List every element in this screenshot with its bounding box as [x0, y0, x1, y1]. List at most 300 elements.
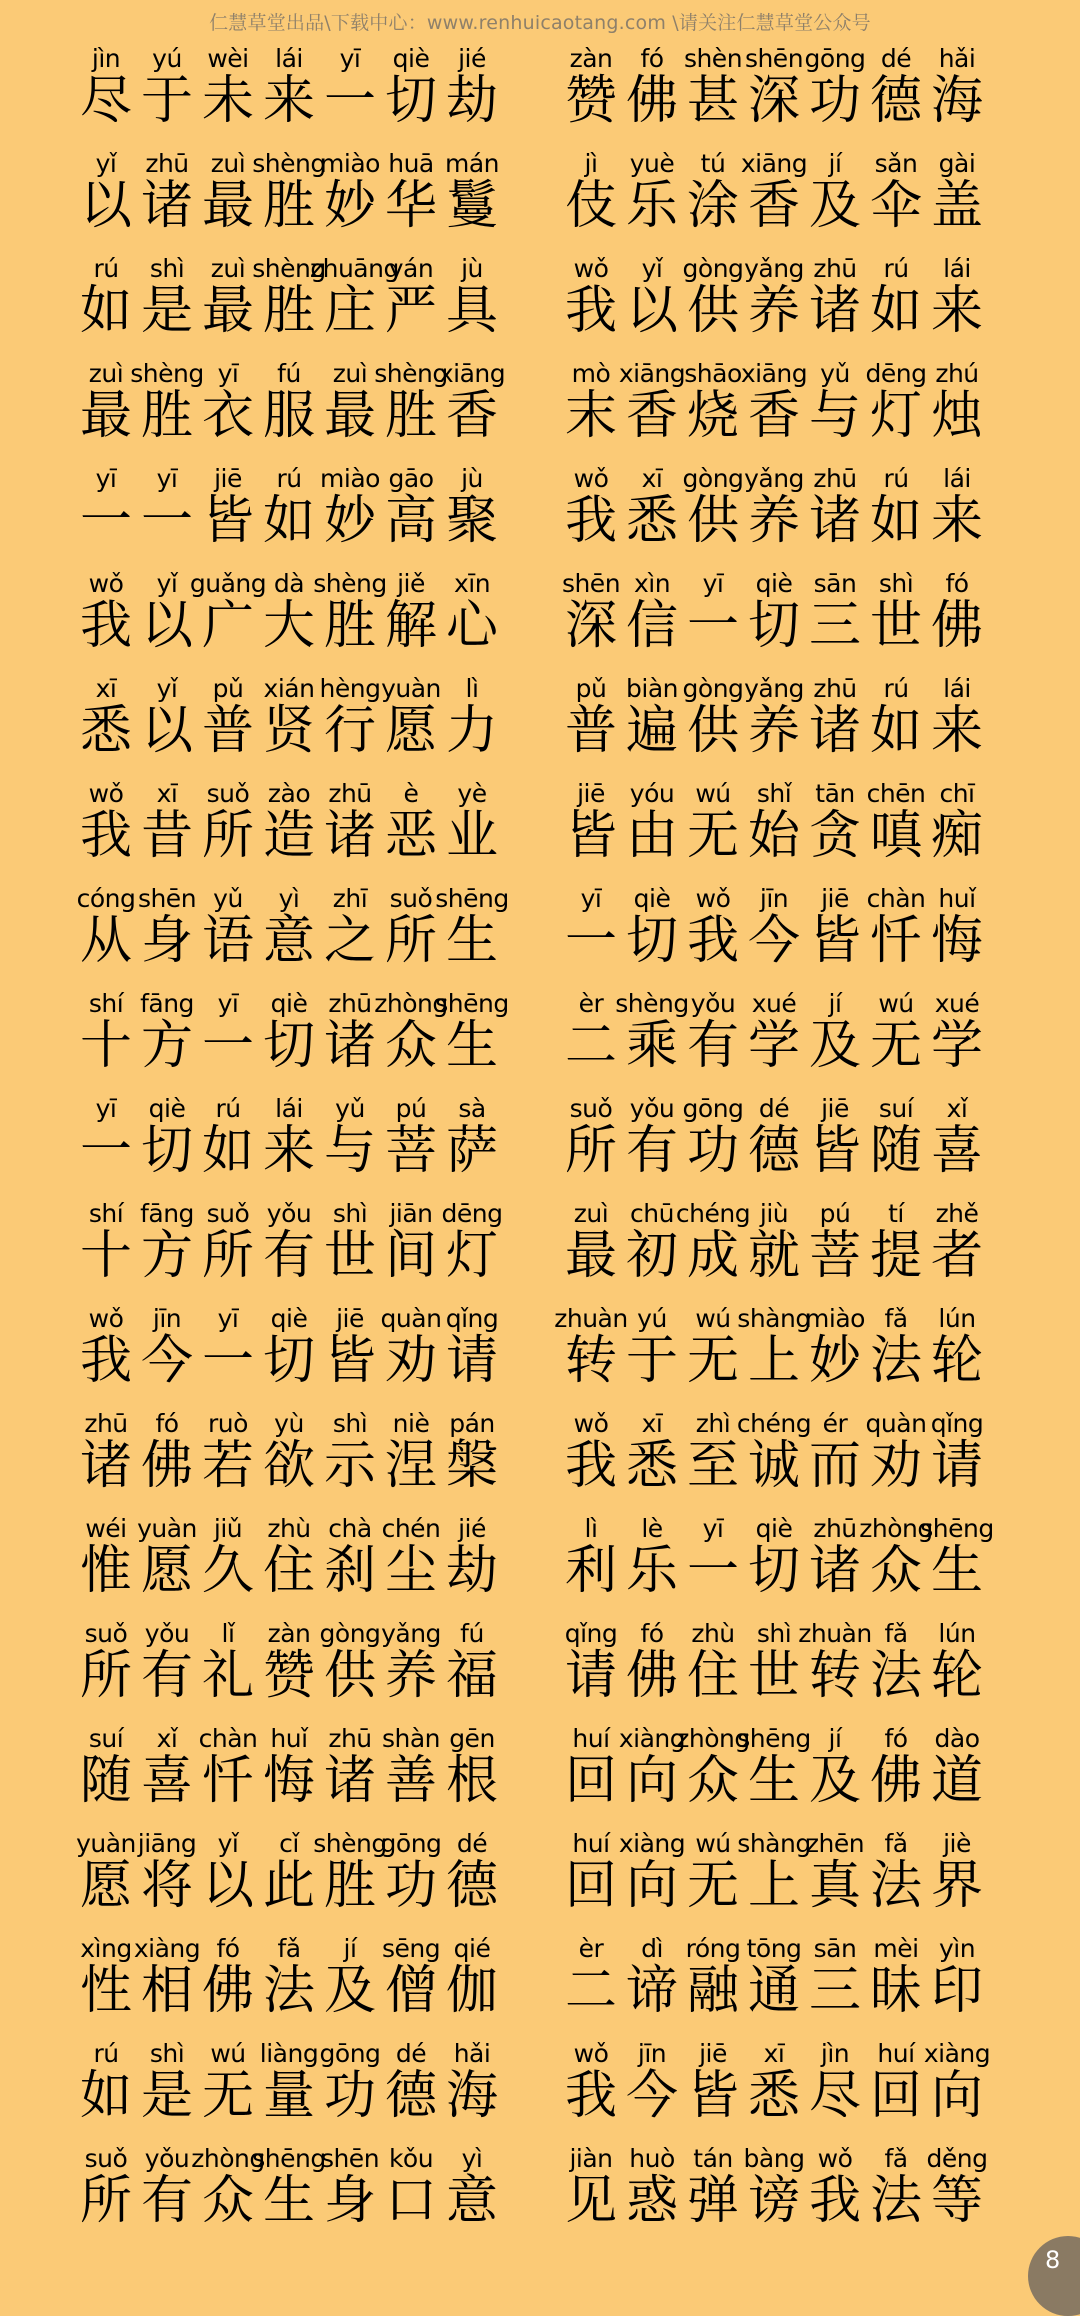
pinyin-syllable: jīn — [152, 1304, 182, 1333]
pinyin-syllable: wú — [695, 779, 731, 808]
hanzi-char: 以 — [140, 701, 193, 761]
hanzi-char: 赞 — [262, 1646, 315, 1706]
right-verse-line — [560, 1615, 990, 1720]
hanzi-char: 萨 — [445, 1121, 498, 1181]
pinyin-syllable: lì — [584, 1514, 598, 1543]
pinyin-syllable: lè — [641, 1514, 663, 1543]
hanzi-char: 者 — [930, 1226, 983, 1286]
hanzi-char: 力 — [445, 701, 498, 761]
pinyin-syllable: dé — [758, 1094, 790, 1123]
pinyin-syllable: mán — [444, 149, 500, 178]
pinyin-syllable: yǐ — [95, 149, 117, 178]
pinyin-syllable: xìng — [80, 1934, 132, 1963]
hanzi-char: 我 — [79, 806, 132, 866]
pinyin-syllable: zhēn — [805, 1829, 865, 1858]
pinyin-syllable: qiè — [755, 569, 793, 598]
pinyin-syllable: rú — [93, 254, 119, 283]
pinyin-syllable: miào — [320, 149, 380, 178]
hanzi-char: 皆 — [808, 1121, 861, 1181]
hanzi-char: 众 — [869, 1541, 922, 1601]
hanzi-char: 有 — [686, 1016, 739, 1076]
hanzi-char: 嗔 — [869, 806, 922, 866]
hanzi-char: 一 — [201, 1331, 254, 1391]
hanzi-char: 鬘 — [445, 176, 498, 236]
pinyin-syllable: yán — [388, 254, 434, 283]
pinyin-syllable: xué — [934, 989, 980, 1018]
hanzi-char: 诸 — [808, 281, 861, 341]
pinyin-syllable: tú — [700, 149, 726, 178]
pinyin-syllable: gōng — [319, 2039, 381, 2068]
right-verse-line — [560, 880, 990, 985]
hanzi-char: 身 — [323, 2171, 376, 2231]
hanzi-char: 功 — [808, 71, 861, 131]
pinyin-syllable: zhū — [813, 1514, 857, 1543]
pinyin-syllable: shēn — [320, 2144, 380, 2173]
pinyin-syllable: qiè — [270, 1304, 308, 1333]
hanzi-char: 悔 — [262, 1751, 315, 1811]
pinyin-syllable: shēng — [252, 2144, 326, 2173]
hanzi-char: 涂 — [686, 176, 739, 236]
pinyin-syllable: yǒu — [144, 1619, 190, 1648]
right-verse-line — [560, 1825, 990, 1930]
hanzi-char: 回 — [564, 1751, 617, 1811]
hanzi-char: 住 — [262, 1541, 315, 1601]
hanzi-char: 胜 — [323, 596, 376, 656]
pinyin-syllable: qié — [453, 1934, 491, 1963]
pinyin-syllable: yǒu — [690, 989, 736, 1018]
right-verse-line — [560, 1930, 990, 2035]
pinyin-syllable: fú — [460, 1619, 484, 1648]
hanzi-row — [560, 2065, 990, 2127]
pinyin-syllable: hǎi — [938, 44, 976, 73]
pinyin-syllable: lì — [465, 674, 479, 703]
pinyin-syllable: yóu — [629, 779, 675, 808]
hanzi-char: 就 — [747, 1226, 800, 1286]
hanzi-char: 是 — [140, 2066, 193, 2126]
hanzi-char: 诸 — [808, 491, 861, 551]
right-verse-line — [560, 145, 990, 250]
right-verse-line — [560, 565, 990, 670]
hanzi-char: 间 — [384, 1226, 437, 1286]
pinyin-syllable: shàng — [737, 1829, 811, 1858]
hanzi-char: 是 — [140, 281, 193, 341]
hanzi-char: 如 — [262, 491, 315, 551]
pinyin-syllable: xīn — [453, 569, 491, 598]
pinyin-syllable: huí — [572, 1724, 610, 1753]
pinyin-syllable: ér — [822, 1409, 848, 1438]
hanzi-char: 一 — [686, 596, 739, 656]
pinyin-syllable: lún — [938, 1304, 976, 1333]
pinyin-syllable: yǎng — [744, 254, 804, 283]
pinyin-syllable: dé — [880, 44, 912, 73]
hanzi-char: 而 — [808, 1436, 861, 1496]
hanzi-char: 身 — [140, 911, 193, 971]
hanzi-char: 礼 — [201, 1646, 254, 1706]
pinyin-syllable: dào — [934, 1724, 980, 1753]
pinyin-syllable: fǎ — [277, 1934, 301, 1963]
hanzi-char: 如 — [869, 491, 922, 551]
hanzi-char: 生 — [445, 911, 498, 971]
hanzi-row — [75, 805, 505, 867]
hanzi-char: 性 — [79, 1961, 132, 2021]
hanzi-char: 甚 — [686, 71, 739, 131]
hanzi-char: 通 — [747, 1961, 800, 2021]
pinyin-syllable: shàng — [737, 1304, 811, 1333]
hanzi-char: 切 — [625, 911, 678, 971]
hanzi-row — [560, 595, 990, 657]
hanzi-char: 行 — [323, 701, 376, 761]
hanzi-char: 所 — [384, 911, 437, 971]
hanzi-char: 最 — [201, 281, 254, 341]
hanzi-char: 诸 — [323, 1016, 376, 1076]
hanzi-row — [75, 2065, 505, 2127]
pinyin-syllable: kǒu — [388, 2144, 434, 2173]
pinyin-syllable: huí — [572, 1829, 610, 1858]
pinyin-syllable: jiē — [821, 884, 849, 913]
hanzi-char: 向 — [930, 2066, 983, 2126]
pinyin-syllable: yī — [339, 44, 361, 73]
right-verse-line — [560, 2035, 990, 2140]
left-verse-line — [75, 1405, 505, 1510]
hanzi-char: 深 — [564, 596, 617, 656]
hanzi-char: 此 — [262, 1856, 315, 1916]
pinyin-syllable: qǐng — [930, 1409, 984, 1438]
pinyin-syllable: dé — [456, 1829, 488, 1858]
pinyin-syllable: wú — [878, 989, 914, 1018]
pinyin-syllable: yī — [702, 1514, 724, 1543]
pinyin-syllable: xiāng — [618, 359, 686, 388]
hanzi-char: 福 — [445, 1646, 498, 1706]
pinyin-syllable: qiè — [148, 1094, 186, 1123]
pinyin-syllable: rú — [93, 2039, 119, 2068]
hanzi-char: 灯 — [445, 1226, 498, 1286]
pinyin-syllable: zhì — [695, 1409, 731, 1438]
pinyin-syllable: xiāng — [740, 149, 808, 178]
pinyin-syllable: yǎng — [381, 1619, 441, 1648]
hanzi-char: 我 — [564, 1436, 617, 1496]
pinyin-syllable: zhòng — [859, 1514, 933, 1543]
pinyin-syllable: shèng — [615, 989, 689, 1018]
hanzi-char: 如 — [869, 281, 922, 341]
hanzi-row — [75, 385, 505, 447]
hanzi-char: 槃 — [445, 1436, 498, 1496]
pinyin-syllable: zhū — [813, 674, 857, 703]
hanzi-char: 我 — [79, 596, 132, 656]
hanzi-char: 功 — [323, 2066, 376, 2126]
pinyin-syllable: jiē — [699, 2039, 727, 2068]
pinyin-syllable: shì — [878, 569, 914, 598]
hanzi-row — [560, 1015, 990, 1077]
pinyin-syllable: chī — [939, 779, 975, 808]
hanzi-char: 见 — [564, 2171, 617, 2231]
pinyin-syllable: xī — [763, 2039, 785, 2068]
hanzi-char: 切 — [140, 1121, 193, 1181]
hanzi-char: 请 — [564, 1646, 617, 1706]
hanzi-char: 服 — [262, 386, 315, 446]
pinyin-syllable: wú — [695, 1304, 731, 1333]
pinyin-syllable: shēn — [744, 44, 804, 73]
right-verse-line — [560, 1195, 990, 1300]
hanzi-char: 方 — [140, 1226, 193, 1286]
hanzi-char: 以 — [140, 596, 193, 656]
hanzi-char: 乘 — [625, 1016, 678, 1076]
pinyin-syllable: sān — [813, 1934, 857, 1963]
hanzi-char: 我 — [564, 491, 617, 551]
hanzi-char: 尽 — [79, 71, 132, 131]
hanzi-char: 最 — [564, 1226, 617, 1286]
pinyin-syllable: wèi — [207, 44, 249, 73]
pinyin-syllable: pú — [819, 1199, 851, 1228]
pinyin-syllable: chàn — [866, 884, 926, 913]
hanzi-char: 伞 — [869, 176, 922, 236]
pinyin-syllable: shèng — [252, 254, 326, 283]
pinyin-syllable: yuàn — [137, 1514, 197, 1543]
pinyin-syllable: sà — [458, 1094, 486, 1123]
hanzi-char: 烛 — [930, 386, 983, 446]
hanzi-char: 上 — [747, 1331, 800, 1391]
hanzi-char: 诸 — [323, 806, 376, 866]
hanzi-char: 无 — [686, 806, 739, 866]
hanzi-char: 法 — [869, 1331, 922, 1391]
hanzi-row — [560, 1540, 990, 1602]
pinyin-syllable: ruò — [208, 1409, 248, 1438]
hanzi-row — [560, 1960, 990, 2022]
pinyin-syllable: rú — [215, 1094, 241, 1123]
hanzi-row — [560, 1645, 990, 1707]
hanzi-char: 我 — [564, 2066, 617, 2126]
right-verse-line — [560, 40, 990, 145]
hanzi-char: 世 — [747, 1646, 800, 1706]
pinyin-syllable: yī — [702, 569, 724, 598]
pinyin-syllable: zhù — [691, 1619, 735, 1648]
hanzi-char: 与 — [323, 1121, 376, 1181]
hanzi-char: 佛 — [201, 1961, 254, 2021]
hanzi-char: 供 — [323, 1646, 376, 1706]
hanzi-char: 华 — [384, 176, 437, 236]
hanzi-char: 具 — [445, 281, 498, 341]
hanzi-char: 我 — [564, 281, 617, 341]
pinyin-syllable: zhě — [935, 1199, 979, 1228]
hanzi-char: 轮 — [930, 1646, 983, 1706]
pinyin-syllable: shēn — [561, 569, 621, 598]
hanzi-char: 我 — [686, 911, 739, 971]
hanzi-char: 世 — [869, 596, 922, 656]
hanzi-char: 切 — [262, 1331, 315, 1391]
hanzi-char: 始 — [747, 806, 800, 866]
hanzi-char: 示 — [323, 1436, 376, 1496]
pinyin-syllable: xī — [641, 1409, 663, 1438]
hanzi-char: 三 — [808, 596, 861, 656]
pinyin-syllable: yuàn — [381, 674, 441, 703]
pinyin-syllable: shì — [149, 254, 185, 283]
pinyin-syllable: fó — [155, 1409, 179, 1438]
hanzi-char: 供 — [686, 701, 739, 761]
hanzi-char: 深 — [747, 71, 800, 131]
hanzi-char: 一 — [140, 491, 193, 551]
left-column — [75, 40, 509, 2245]
hanzi-char: 悉 — [625, 491, 678, 551]
pinyin-syllable: sēng — [381, 1934, 441, 1963]
hanzi-char: 住 — [686, 1646, 739, 1706]
pinyin-syllable: děng — [926, 2144, 988, 2173]
pinyin-syllable: huí — [877, 2039, 915, 2068]
hanzi-char: 我 — [79, 1331, 132, 1391]
hanzi-char: 佛 — [140, 1436, 193, 1496]
hanzi-char: 胜 — [262, 176, 315, 236]
hanzi-char: 功 — [686, 1121, 739, 1181]
hanzi-char: 法 — [869, 1646, 922, 1706]
left-verse-line — [75, 2140, 505, 2245]
hanzi-char: 生 — [262, 2171, 315, 2231]
right-verse-line — [560, 1090, 990, 1195]
pinyin-syllable: pú — [395, 1094, 427, 1123]
hanzi-char: 向 — [625, 1856, 678, 1916]
pinyin-syllable: shì — [332, 1199, 368, 1228]
hanzi-char: 悉 — [79, 701, 132, 761]
pinyin-syllable: pán — [449, 1409, 495, 1438]
hanzi-char: 养 — [747, 281, 800, 341]
pinyin-syllable: suǒ — [569, 1094, 613, 1123]
hanzi-char: 盖 — [930, 176, 983, 236]
right-verse-line — [560, 775, 990, 880]
pinyin-syllable: yì — [278, 884, 300, 913]
pinyin-syllable: xiāng — [740, 359, 808, 388]
hanzi-char: 一 — [686, 1541, 739, 1601]
hanzi-char: 今 — [140, 1331, 193, 1391]
left-verse-line — [75, 880, 509, 985]
pinyin-syllable: sǎn — [874, 149, 918, 178]
hanzi-char: 赞 — [564, 71, 617, 131]
hanzi-char: 衣 — [201, 386, 254, 446]
hanzi-char: 悉 — [747, 2066, 800, 2126]
hanzi-char: 语 — [201, 911, 254, 971]
hanzi-char: 乐 — [625, 176, 678, 236]
hanzi-char: 佛 — [625, 71, 678, 131]
hanzi-char: 如 — [79, 281, 132, 341]
pinyin-syllable: huò — [629, 2144, 675, 2173]
pinyin-syllable: zhū — [813, 464, 857, 493]
hanzi-char: 世 — [323, 1226, 376, 1286]
hanzi-char: 伎 — [564, 176, 617, 236]
hanzi-row — [75, 1855, 505, 1917]
hanzi-row — [560, 490, 990, 552]
hanzi-char: 二 — [564, 1961, 617, 2021]
pinyin-syllable: fó — [945, 569, 969, 598]
hanzi-char: 喜 — [140, 1751, 193, 1811]
pinyin-syllable: chēn — [866, 779, 926, 808]
pinyin-syllable: liàng — [259, 2039, 319, 2068]
hanzi-char: 所 — [201, 806, 254, 866]
pinyin-syllable: fó — [884, 1724, 908, 1753]
pinyin-syllable: tān — [815, 779, 855, 808]
hanzi-row — [560, 700, 990, 762]
hanzi-char: 一 — [564, 911, 617, 971]
hanzi-char: 融 — [686, 1961, 739, 2021]
pinyin-syllable: gài — [938, 149, 976, 178]
left-verse-line — [75, 1195, 505, 1300]
hanzi-char: 佛 — [869, 1751, 922, 1811]
pinyin-syllable: xiàng — [618, 1829, 686, 1858]
hanzi-row — [560, 910, 990, 972]
hanzi-char: 道 — [930, 1751, 983, 1811]
hanzi-char: 诸 — [79, 1436, 132, 1496]
hanzi-char: 界 — [930, 1856, 983, 1916]
hanzi-row — [560, 1750, 990, 1812]
left-verse-line — [75, 145, 505, 250]
hanzi-char: 高 — [384, 491, 437, 551]
hanzi-char: 诚 — [747, 1436, 800, 1496]
hanzi-char: 香 — [445, 386, 498, 446]
hanzi-char: 尘 — [384, 1541, 437, 1601]
pinyin-syllable: lái — [943, 464, 971, 493]
hanzi-char: 菩 — [384, 1121, 437, 1181]
hanzi-char: 香 — [625, 386, 678, 446]
hanzi-char: 来 — [930, 281, 983, 341]
pinyin-syllable: fāng — [140, 989, 194, 1018]
pinyin-syllable: shèng — [130, 359, 204, 388]
pinyin-syllable: chū — [630, 1199, 674, 1228]
pinyin-syllable: wú — [210, 2039, 246, 2068]
hanzi-char: 妙 — [323, 491, 376, 551]
hanzi-char: 供 — [686, 491, 739, 551]
pinyin-syllable: zhú — [935, 359, 979, 388]
hanzi-row — [560, 1225, 990, 1287]
pinyin-syllable: xiàng — [618, 1724, 686, 1753]
pinyin-syllable: shèn — [683, 44, 743, 73]
pinyin-syllable: fǎ — [884, 1304, 908, 1333]
pinyin-syllable: wéi — [85, 1514, 127, 1543]
pinyin-syllable: shēng — [920, 1514, 994, 1543]
pinyin-syllable: yǐ — [156, 569, 178, 598]
pinyin-syllable: jù — [461, 254, 483, 283]
hanzi-char: 菩 — [808, 1226, 861, 1286]
hanzi-row — [560, 2170, 990, 2232]
hanzi-char: 如 — [79, 2066, 132, 2126]
hanzi-char: 烧 — [686, 386, 739, 446]
left-verse-line — [75, 2035, 505, 2140]
left-verse-line — [75, 1615, 505, 1720]
hanzi-char: 众 — [201, 2171, 254, 2231]
pinyin-syllable: wǒ — [817, 2144, 853, 2173]
hanzi-char: 聚 — [445, 491, 498, 551]
pinyin-syllable: zàn — [569, 44, 613, 73]
hanzi-char: 劫 — [445, 1541, 498, 1601]
hanzi-char: 德 — [445, 1856, 498, 1916]
pinyin-syllable: jié — [458, 1514, 486, 1543]
hanzi-char: 恶 — [384, 806, 437, 866]
right-verse-line — [560, 2140, 990, 2245]
hanzi-char: 皆 — [686, 2066, 739, 2126]
hanzi-char: 学 — [747, 1016, 800, 1076]
pinyin-syllable: xiàng — [923, 2039, 991, 2068]
pinyin-syllable: shàn — [381, 1724, 441, 1753]
hanzi-char: 及 — [808, 1016, 861, 1076]
hanzi-char: 于 — [140, 71, 193, 131]
pinyin-syllable: qiè — [270, 989, 308, 1018]
hanzi-char: 上 — [747, 1856, 800, 1916]
pinyin-syllable: niè — [392, 1409, 430, 1438]
pinyin-syllable: xiàng — [133, 1934, 201, 1963]
hanzi-char: 方 — [140, 1016, 193, 1076]
pinyin-syllable: jiè — [943, 1829, 971, 1858]
hanzi-char: 相 — [140, 1961, 193, 2021]
pinyin-syllable: gōng — [804, 44, 866, 73]
right-verse-line — [560, 1510, 994, 1615]
hanzi-char: 法 — [869, 2171, 922, 2231]
pinyin-syllable: lǐ — [221, 1619, 235, 1648]
hanzi-char: 众 — [686, 1751, 739, 1811]
pinyin-syllable: zhuàn — [798, 1619, 872, 1648]
